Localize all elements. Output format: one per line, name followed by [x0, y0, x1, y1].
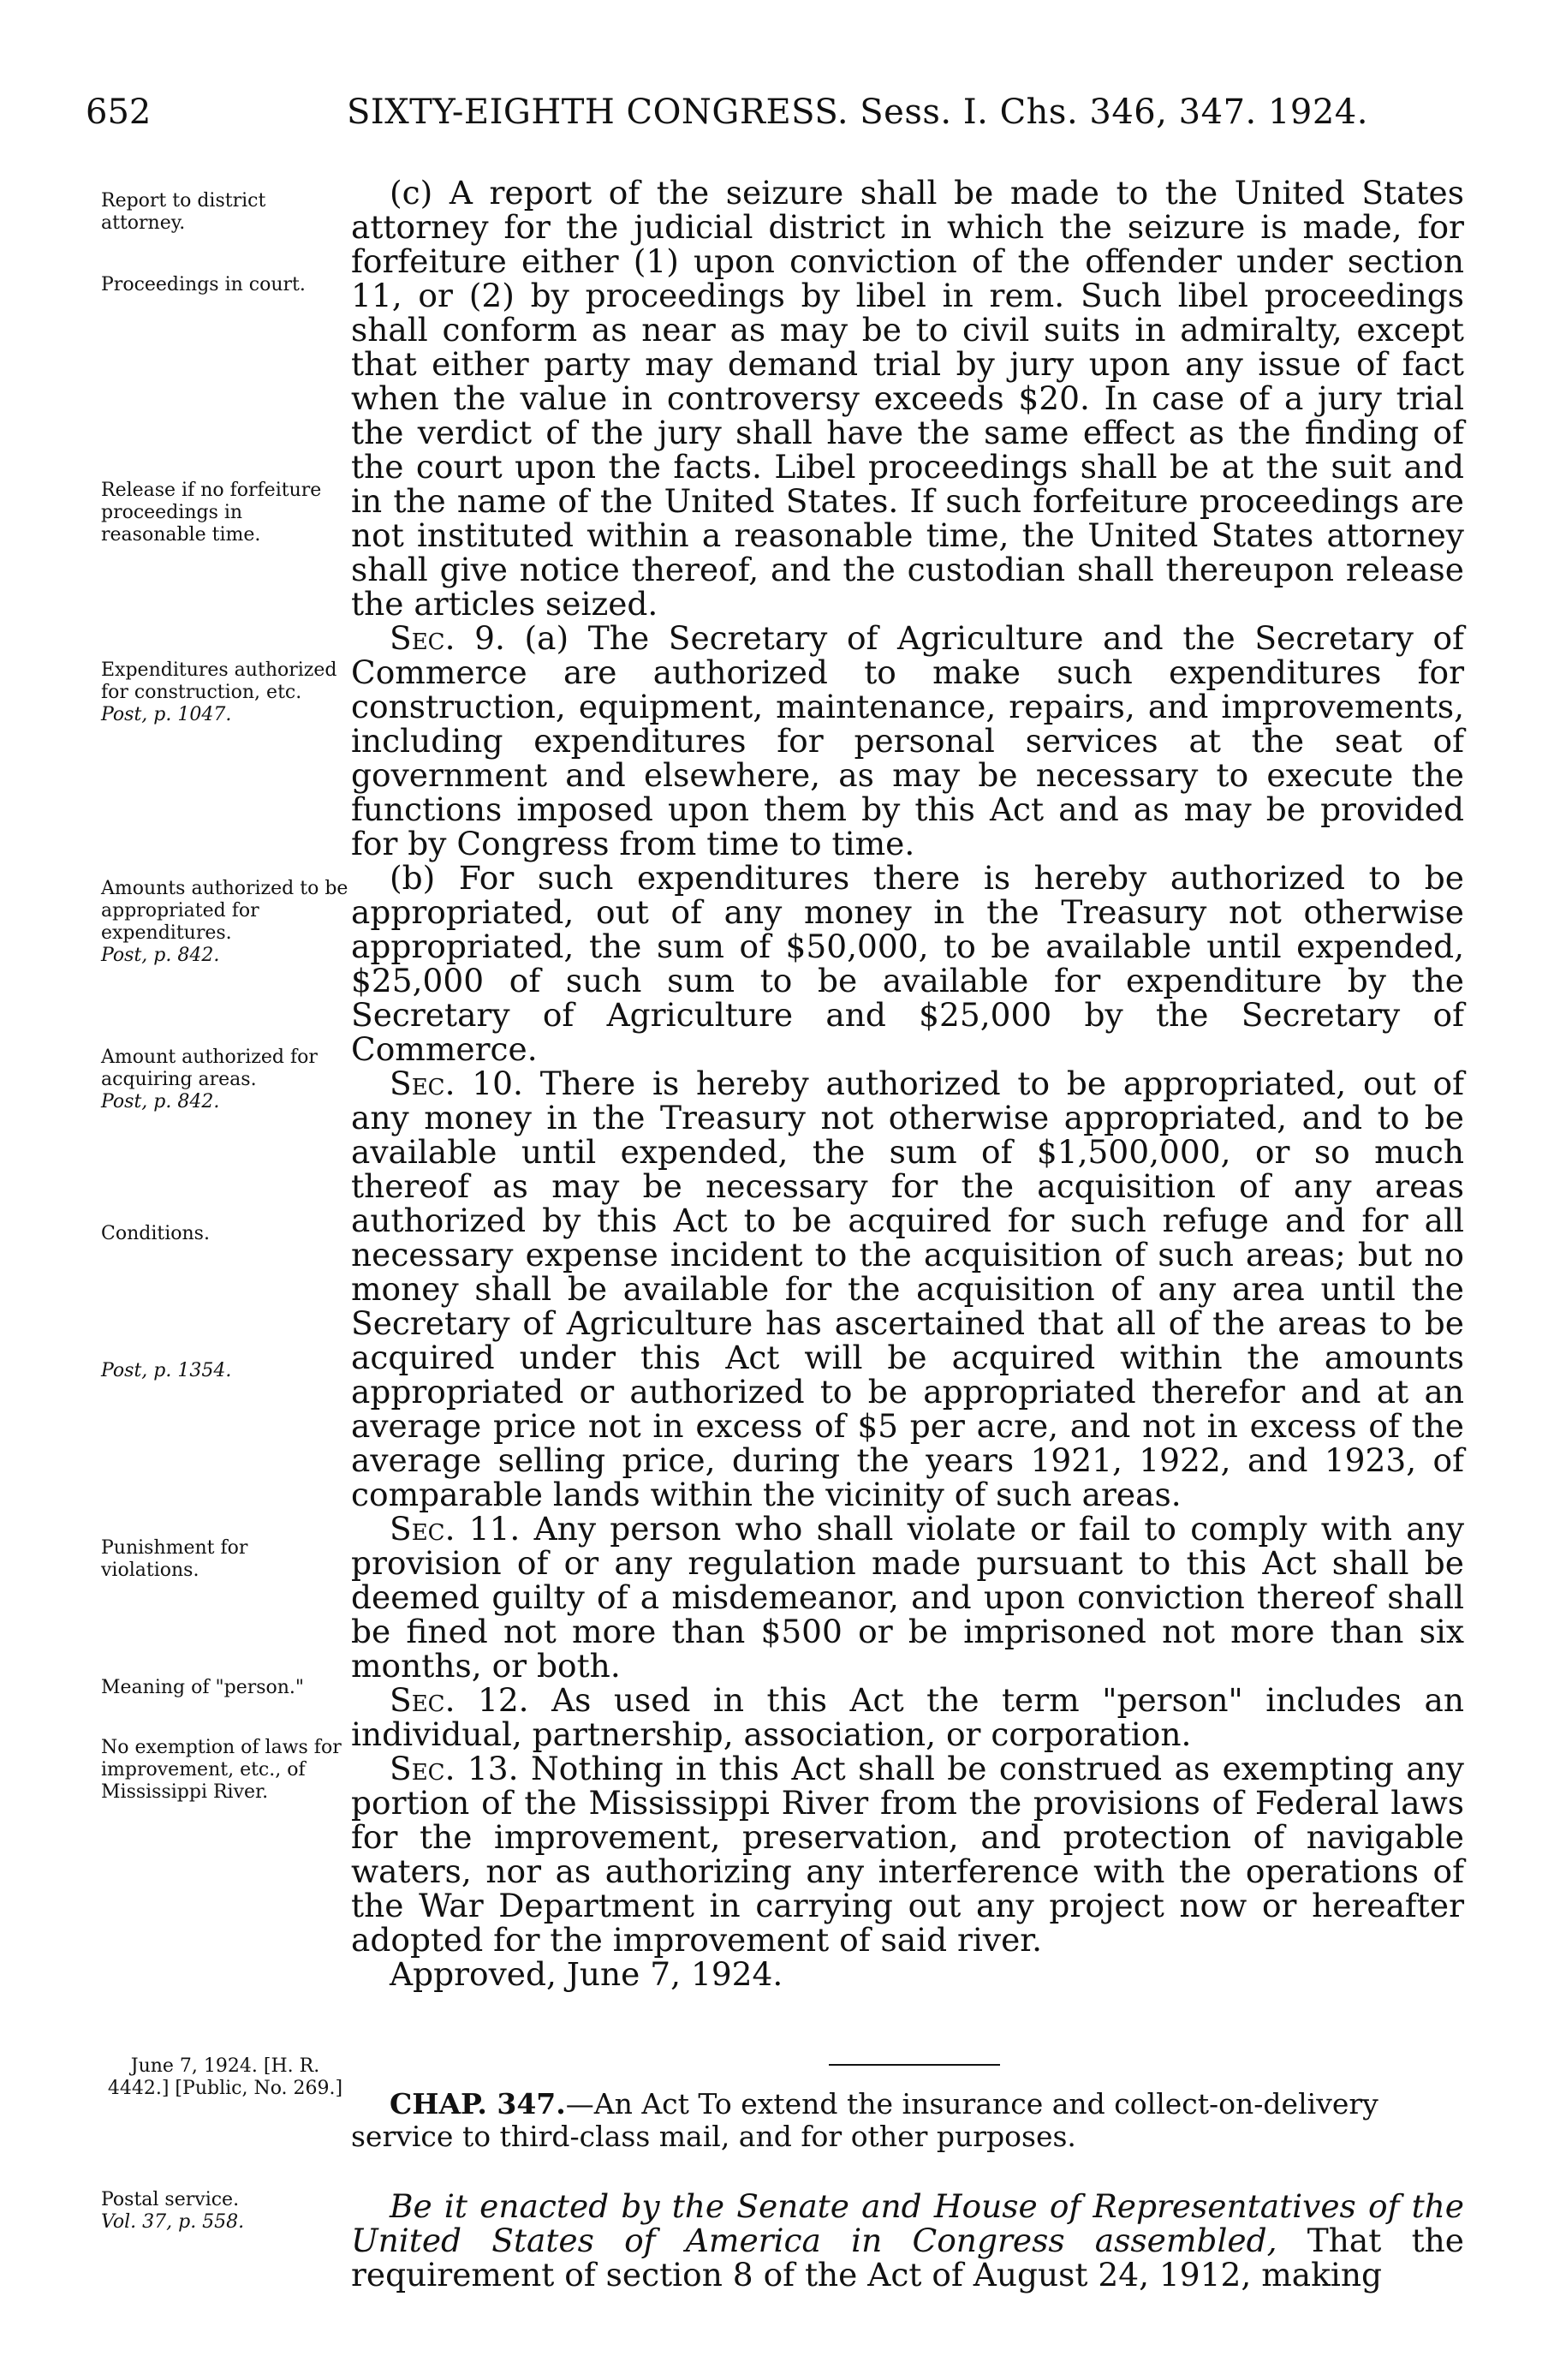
- page-number: 652: [86, 92, 152, 132]
- paragraph: [351, 621, 1464, 861]
- enacting-paragraph: [351, 2189, 1464, 2292]
- paragraph-text: (b) For such expenditures there is hereby authorized to be appropriated, out of any money in the Treasury not otherwise appropriated, the sum of $50,000, to be available until expended, $25,000 of such sum to be available for expenditure by the Secretary of Agriculture and $25,000 by the Secretary of Commerce.: [351, 859, 1464, 1068]
- paragraph: [351, 176, 1464, 621]
- enacting-text: That the requirement of section 8 of the Act of August 24, 1912, making: [351, 2222, 1464, 2294]
- enacting-clause: [351, 2189, 1464, 2292]
- chapter-description: —An Act To extend the insurance and collect-on-delivery service to third-class mail, and for other purposes.: [351, 2087, 1378, 2153]
- margin-note: [101, 659, 349, 726]
- margin-note: Meaning of "person.": [101, 1677, 305, 1698]
- paragraph-text: As used in this Act the term "person" includes an individual, partnership, association, or corporation.: [351, 1681, 1464, 1753]
- chapter-title: [351, 2088, 1464, 2153]
- section-lead: Sec. 11.: [390, 1510, 521, 1548]
- paragraph: [351, 1512, 1464, 1683]
- paragraph-text: Nothing in this Act shall be construed as exempting any portion of the Mississippi River from the provisions of Federal laws for the improvement, preservation, and protection of navigable waters, nor as authorizing any interference with the operations of the War Department in carrying out any project now or hereafter adopted for the improvement of said river.: [351, 1750, 1464, 1959]
- paragraph: [351, 1066, 1464, 1512]
- margin-note: Punishment for violations.: [101, 1537, 248, 1581]
- margin-note: Report to district attorney.: [101, 190, 266, 234]
- margin-note: Proceedings in court.: [101, 274, 306, 295]
- page-header: [86, 92, 1473, 144]
- margin-note-ref: Vol. 37, p. 558.: [101, 2211, 245, 2233]
- paragraph: [351, 1683, 1464, 1751]
- enacting-formula: Be it enacted by the Senate and House of Representatives of the United States of America in Congress assembled,: [351, 2187, 1464, 2259]
- margin-note-ref: Post, p. 1047.: [101, 704, 232, 725]
- paragraph-text: There is hereby authorized to be appropriated, out of any money in the Treasury not otherwise appropriated, and to be available until expended, the sum of $1,500,000, or so much thereof as may be necessary for the acquisition of any areas authorized by this Act to be acquired for such refuge and for all necessary expense incident to the acquisition of such areas; but no money shall be available for the acquisition of any area until the Secretary of Agriculture has ascertained that all of the areas to be acquired under this Act will be acquired within the amounts appropriated or authorized to be appropriated therefor and at an average price not in excess of $5 per acre, and not in excess of the average selling price, during the years 1921, 1922, and 1923, of comparable lands within the vicinity of such areas.: [351, 1065, 1465, 1513]
- section-divider: [829, 2064, 1000, 2066]
- margin-note-text: Postal service.: [101, 2189, 240, 2210]
- margin-note: Conditions.: [101, 1223, 210, 1244]
- margin-note: Release if no forfeiture proceedings in reasonable time.: [101, 480, 322, 546]
- margin-note-ref: Post, p. 842.: [101, 945, 220, 966]
- section-lead: Sec. 12.: [390, 1681, 529, 1719]
- margin-note-text: Expenditures authorized for construction, etc.: [101, 659, 337, 703]
- approved-line: Approved, June 7, 1924.: [390, 1955, 783, 1993]
- paragraph-text: (a) The Secretary of Agriculture and the Secretary of Commerce are authorized to make such expenditures for construction, equipment, maintenance, repairs, and improvements, including expenditures for personal services at the seat of government and elsewhere, as may be necessary to execute the functions imposed upon them by this Act and as may be provided for by Congress from time to time.: [351, 619, 1465, 862]
- margin-note-ref: Post, p. 842.: [101, 1091, 220, 1112]
- section-lead: Sec. 10.: [390, 1065, 523, 1102]
- section-lead: Sec. 13.: [390, 1750, 519, 1787]
- margin-note-text: Amount authorized for acquiring areas.: [101, 1047, 318, 1090]
- margin-note-bill-info: June 7, 1924. [H. R. 4442.] [Public, No. 269.]: [107, 2055, 343, 2099]
- margin-note: [101, 2189, 349, 2234]
- margin-note: [101, 1360, 349, 1382]
- section-lead: Sec. 9.: [390, 619, 505, 657]
- paragraph: [351, 1751, 1464, 1957]
- paragraph-text: (c) A report of the seizure shall be made to the United States attorney for the judicial district in which the seizure is made, for forfeiture either (1) upon conviction of the offender under section 11, or (2) by proceedings by libel in rem. Such libel proceedings shall conform as near as may be to civil suits in admiralty, except that either party may demand trial by jury upon any issue of fact when the value in controversy exceeds $20. In case of a jury trial the verdict of the jury shall have the same effect as the finding of the court upon the facts. Libel proceedings shall be at the suit and in the name of the United States. If such forfeiture proceedings are not instituted within a reasonable time, the United States attorney shall give notice thereof, and the custodian shall thereupon release the articles seized.: [351, 174, 1464, 623]
- paragraph: [351, 861, 1464, 1066]
- running-title: SIXTY-EIGHTH CONGRESS. Sess. I. Chs. 346, 347. 1924.: [347, 92, 1368, 132]
- paragraph-text: Any person who shall violate or fail to comply with any provision of or any regulation made pursuant to this Act shall be deemed guilty of a misdemeanor, and upon conviction thereof shall be fined not more than $500 or be imprisoned not more than six months, or both.: [351, 1510, 1464, 1685]
- margin-note: No exemption of laws for improvement, etc., of Mississippi River.: [101, 1737, 342, 1803]
- chapter-heading: [351, 2088, 1464, 2153]
- body-text: [351, 176, 1464, 1991]
- margin-note-text: Amounts authorized to be appropriated for expenditures.: [101, 878, 348, 944]
- chapter-label: CHAP. 347.: [390, 2087, 566, 2121]
- margin-note: [101, 878, 349, 967]
- margin-note-ref: Post, p. 1354.: [101, 1360, 232, 1381]
- margin-note: [101, 1047, 349, 1113]
